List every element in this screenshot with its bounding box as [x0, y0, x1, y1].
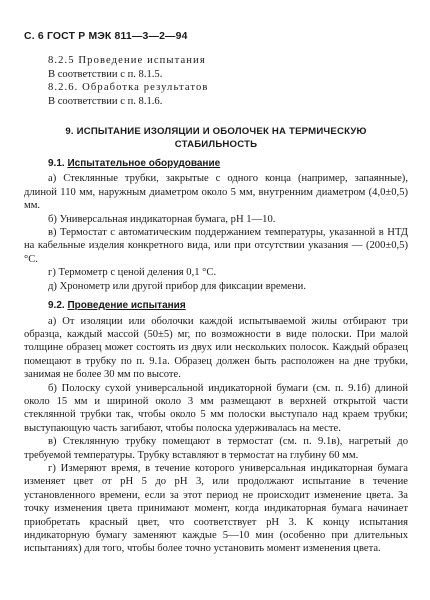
clause-9-2-a: а) От изоляции или оболочки каждой испытываемой жилы отбирают три образца, каждый массой (50±5) мг, по возможности в виде полоски. При малой толщине образец может состоять из двух или нескольких полосок. Каждый образец помещают в трубку по п. 9.1а. Образец должен быть расположен на дне трубки, занимая не более 30 мм по высоте. — [24, 315, 408, 381]
clause-9-1-d: д) Хронометр или другой прибор для фиксации времени. — [48, 280, 306, 292]
clause-9-2-b: б) Полоску сухой универсальной индикаторной бумаги (см. п. 9.1б) длиной около 15 мм и шириной около 3 мм размещают в верхней открытой части стеклянной трубки так, чтобы около 5 мм полоски выступало над краем трубки; выступающую часть загибают, чтобы полоска удерживалась на месте. — [24, 382, 408, 434]
clause-9-2-title — [48, 299, 408, 312]
clause-9-1-v: в) Термостат с автоматическим поддержанием температуры, указанной в НТД на кабельные изделия конкретного вида, или при отсутствии указания — (200±0,5) °С. — [24, 227, 408, 265]
clause-9-2-number: 9.2. — [48, 300, 65, 312]
clause-9-1-number: 9.1. — [48, 158, 65, 170]
clause-8-2-5-text: В соответствии с п. 8.1.5. — [48, 68, 163, 80]
clause-8-2-5-title: 8.2.5 Проведение испытания — [48, 55, 206, 67]
clause-8-2-6-text: В соответствии с п. 8.1.6. — [48, 95, 163, 107]
clause-9-2-v: в) Стеклянную трубку помещают в термостат (см. п. 9.1в), нагретый до требуемой температуры. Трубку вставляют в термостат на глубину 60 мм. — [24, 436, 408, 461]
clause-9-2-heading: Проведение испытания — [67, 300, 186, 312]
section-9-title-line2: СТАБИЛЬНОСТЬ — [174, 139, 258, 151]
clause-9-1-b: б) Универсальная индикаторная бумага, pH 1—10. — [48, 213, 276, 225]
clause-9-1-title — [48, 157, 408, 170]
clause-9-1-g: г) Термометр с ценой деления 0,1 °С. — [48, 267, 217, 279]
section-9-title — [24, 125, 408, 151]
section-9-title-line1: 9. ИСПЫТАНИЕ ИЗОЛЯЦИИ И ОБОЛОЧЕК НА ТЕРМИЧЕСКУЮ — [65, 126, 367, 138]
clause-9-1-a: а) Стеклянные трубки, закрытые с одного конца (например, запаянные), длиной 110 мм, наружным диаметром около 5 мм, внутренним диаметром (4,0±0,5) мм. — [24, 173, 408, 212]
clause-9-1-heading: Испытательное оборудование — [67, 158, 221, 170]
clause-8-2-6-title: 8.2.6. Обработка результатов — [48, 82, 209, 94]
clause-9-2-g: г) Измеряют время, в течение которого универсальная индикаторная бумага изменяет цвет от pH 5 до pH 3, или продолжают испытание в течение установленного времени, если за этот период не происходит изменение цвета. За точку изменения цвета принимают момент, когда индикаторная бумага начинает приобретать красный цвет, что соответствует pH 3. К концу испытания индикаторную бумагу заменяют каждые 5—10 мин (особенно при длительных испытаниях) для того, чтобы более точно установить момент изменения цвета. — [24, 462, 408, 555]
page-header: С. 6 ГОСТ Р МЭК 811—3—2—94 — [24, 31, 188, 42]
